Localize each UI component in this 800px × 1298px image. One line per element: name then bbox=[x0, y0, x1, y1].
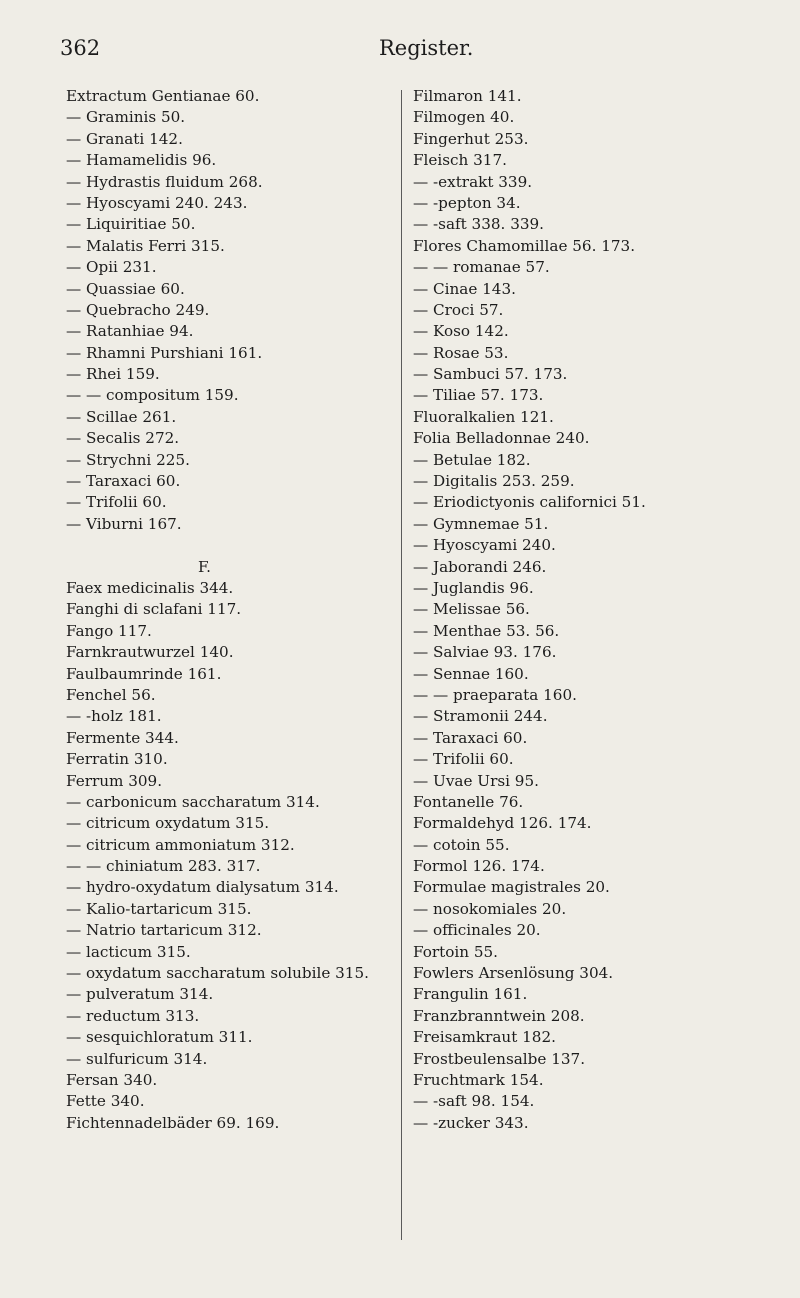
column-divider bbox=[401, 90, 402, 1240]
index-entry: — Sambuci 57. 173. bbox=[413, 365, 568, 384]
index-entry: Filmogen 40. bbox=[413, 108, 515, 127]
index-entry: — Sennae 160. bbox=[413, 664, 529, 683]
index-entry: — nosokomiales 20. bbox=[413, 899, 567, 918]
index-entry: Fichtennadelbäder 69. 169. bbox=[66, 1113, 280, 1132]
index-entry: — pulveratum 314. bbox=[66, 985, 214, 1004]
index-entry: — Secalis 272. bbox=[66, 429, 180, 448]
index-entry: Faulbaumrinde 161. bbox=[66, 664, 222, 683]
index-entry: — Gymnemae 51. bbox=[413, 514, 549, 533]
index-entry: — Graminis 50. bbox=[66, 108, 186, 127]
index-entry: — Quebracho 249. bbox=[66, 300, 210, 319]
index-entry: — Granati 142. bbox=[66, 129, 183, 148]
index-entry: — Digitalis 253. 259. bbox=[413, 472, 575, 491]
index-entry: — Malatis Ferri 315. bbox=[66, 236, 225, 255]
index-entry: — — chiniatum 283. 317. bbox=[66, 857, 261, 876]
index-entry: Fingerhut 253. bbox=[413, 129, 529, 148]
index-entry: — Croci 57. bbox=[413, 300, 504, 319]
index-entry: — citricum oxydatum 315. bbox=[66, 814, 270, 833]
index-entry: — sulfuricum 314. bbox=[66, 1049, 208, 1068]
index-entry: — Viburni 167. bbox=[66, 514, 182, 533]
index-entry: Filmaron 141. bbox=[413, 87, 522, 105]
index-entry: Formol 126. 174. bbox=[413, 857, 545, 876]
index-entry: — Natrio tartaricum 312. bbox=[66, 921, 262, 940]
index-entry: Frangulin 161. bbox=[413, 985, 528, 1004]
index-entry: — Opii 231. bbox=[66, 258, 157, 277]
index-entry: — lacticum 315. bbox=[66, 942, 191, 961]
index-entry: — Menthae 53. 56. bbox=[413, 621, 560, 640]
index-entry: — — compositum 159. bbox=[66, 386, 239, 405]
index-entry: Frostbeulensalbe 137. bbox=[413, 1049, 586, 1068]
index-entry: — sesquichloratum 311. bbox=[66, 1028, 253, 1047]
index-entry: Farnkrautwurzel 140. bbox=[66, 643, 234, 662]
index-entry: — Cinae 143. bbox=[413, 279, 516, 298]
index-column-right bbox=[413, 86, 793, 1134]
index-entry: Freisamkraut 182. bbox=[413, 1028, 556, 1047]
index-entry: Faex medicinalis 344. bbox=[66, 578, 234, 597]
index-entry: Fanghi di sclafani 117. bbox=[66, 600, 242, 619]
index-entry: — Jaborandi 246. bbox=[413, 557, 547, 576]
index-entry: Fontanelle 76. bbox=[413, 792, 524, 811]
index-entry: — Juglandis 96. bbox=[413, 578, 534, 597]
index-entry: — hydro-oxydatum dialysatum 314. bbox=[66, 878, 339, 897]
index-entry: — officinales 20. bbox=[413, 921, 541, 940]
index-entry: Fortoin 55. bbox=[413, 942, 498, 961]
index-entry: Extractum Gentianae 60. bbox=[66, 87, 260, 105]
index-entry: — Tiliae 57. 173. bbox=[413, 386, 544, 405]
index-entry: — oxydatum saccharatum solubile 315. bbox=[66, 964, 369, 983]
running-head: Register. bbox=[379, 36, 474, 60]
index-entry: — Hydrastis fluidum 268. bbox=[66, 172, 263, 191]
index-entry: — -holz 181. bbox=[66, 707, 162, 726]
index-entry: — Rhamni Purshiani 161. bbox=[66, 343, 263, 362]
index-entry: — — praeparata 160. bbox=[413, 685, 577, 704]
index-entry: Fango 117. bbox=[66, 621, 152, 640]
index-entry: — Stramonii 244. bbox=[413, 707, 548, 726]
index-entry: — -zucker 343. bbox=[413, 1113, 529, 1132]
index-entry: Fowlers Arsenlösung 304. bbox=[413, 964, 614, 983]
page-number: 362 bbox=[60, 36, 101, 60]
index-entry: — -saft 98. 154. bbox=[413, 1092, 535, 1111]
index-entry: — Rhei 159. bbox=[66, 365, 160, 384]
index-entry: — Ratanhiae 94. bbox=[66, 322, 194, 341]
index-entry: — Hamamelidis 96. bbox=[66, 151, 217, 170]
index-entry: — Strychni 225. bbox=[66, 450, 190, 469]
index-entry: Fersan 340. bbox=[66, 1070, 158, 1089]
index-entry: — Taraxaci 60. bbox=[66, 472, 181, 491]
blank-line bbox=[66, 535, 396, 556]
index-entry: — -extrakt 339. bbox=[413, 172, 533, 191]
index-entry: Fenchel 56. bbox=[66, 685, 156, 704]
index-entry: — Hyoscyami 240. 243. bbox=[66, 193, 248, 212]
index-entry: — Koso 142. bbox=[413, 322, 509, 341]
index-entry: — Trifolii 60. bbox=[66, 493, 167, 512]
index-entry: Folia Belladonnae 240. bbox=[413, 429, 590, 448]
index-entry: Franzbranntwein 208. bbox=[413, 1006, 585, 1025]
index-entry: — reductum 313. bbox=[66, 1006, 200, 1025]
index-entry: Formaldehyd 126. 174. bbox=[413, 814, 592, 833]
index-entry: — Uvae Ursi 95. bbox=[413, 771, 539, 790]
index-entry: — Betulae 182. bbox=[413, 450, 531, 469]
index-entry: Formulae magistrales 20. bbox=[413, 878, 610, 897]
index-entry: — -saft 338. 339. bbox=[413, 215, 545, 234]
index-entry: — carbonicum saccharatum 314. bbox=[66, 792, 320, 811]
index-entry: Fruchtmark 154. bbox=[413, 1070, 544, 1089]
index-entry: — cotoin 55. bbox=[413, 835, 510, 854]
index-entry: — Salviae 93. 176. bbox=[413, 643, 557, 662]
index-entry: — Kalio-tartaricum 315. bbox=[66, 899, 252, 918]
index-entry: Fleisch 317. bbox=[413, 151, 507, 170]
index-entry: — citricum ammoniatum 312. bbox=[66, 835, 295, 854]
index-entry: — Rosae 53. bbox=[413, 343, 509, 362]
index-entry: — — romanae 57. bbox=[413, 258, 550, 277]
index-entry: — Hyoscyami 240. bbox=[413, 536, 556, 555]
index-entry: — Eriodictyonis californici 51. bbox=[413, 493, 646, 512]
index-entry: Fermente 344. bbox=[66, 728, 179, 747]
index-column-left bbox=[66, 86, 396, 1134]
index-entry: — Scillae 261. bbox=[66, 407, 177, 426]
index-entry: Fette 340. bbox=[66, 1092, 145, 1111]
index-entry: — Melissae 56. bbox=[413, 600, 530, 619]
index-entry: — Trifolii 60. bbox=[413, 750, 514, 769]
index-entry: Fluoralkalien 121. bbox=[413, 407, 554, 426]
section-letter-heading: F. bbox=[198, 557, 211, 576]
index-entry: Ferrum 309. bbox=[66, 771, 163, 790]
index-entry: — Liquiritiae 50. bbox=[66, 215, 196, 234]
index-entry: — -pepton 34. bbox=[413, 193, 521, 212]
index-entry: Ferratin 310. bbox=[66, 750, 168, 769]
page-header bbox=[0, 36, 800, 66]
index-entry: — Taraxaci 60. bbox=[413, 728, 528, 747]
index-entry: Flores Chamomillae 56. 173. bbox=[413, 236, 636, 255]
index-entry: — Quassiae 60. bbox=[66, 279, 185, 298]
